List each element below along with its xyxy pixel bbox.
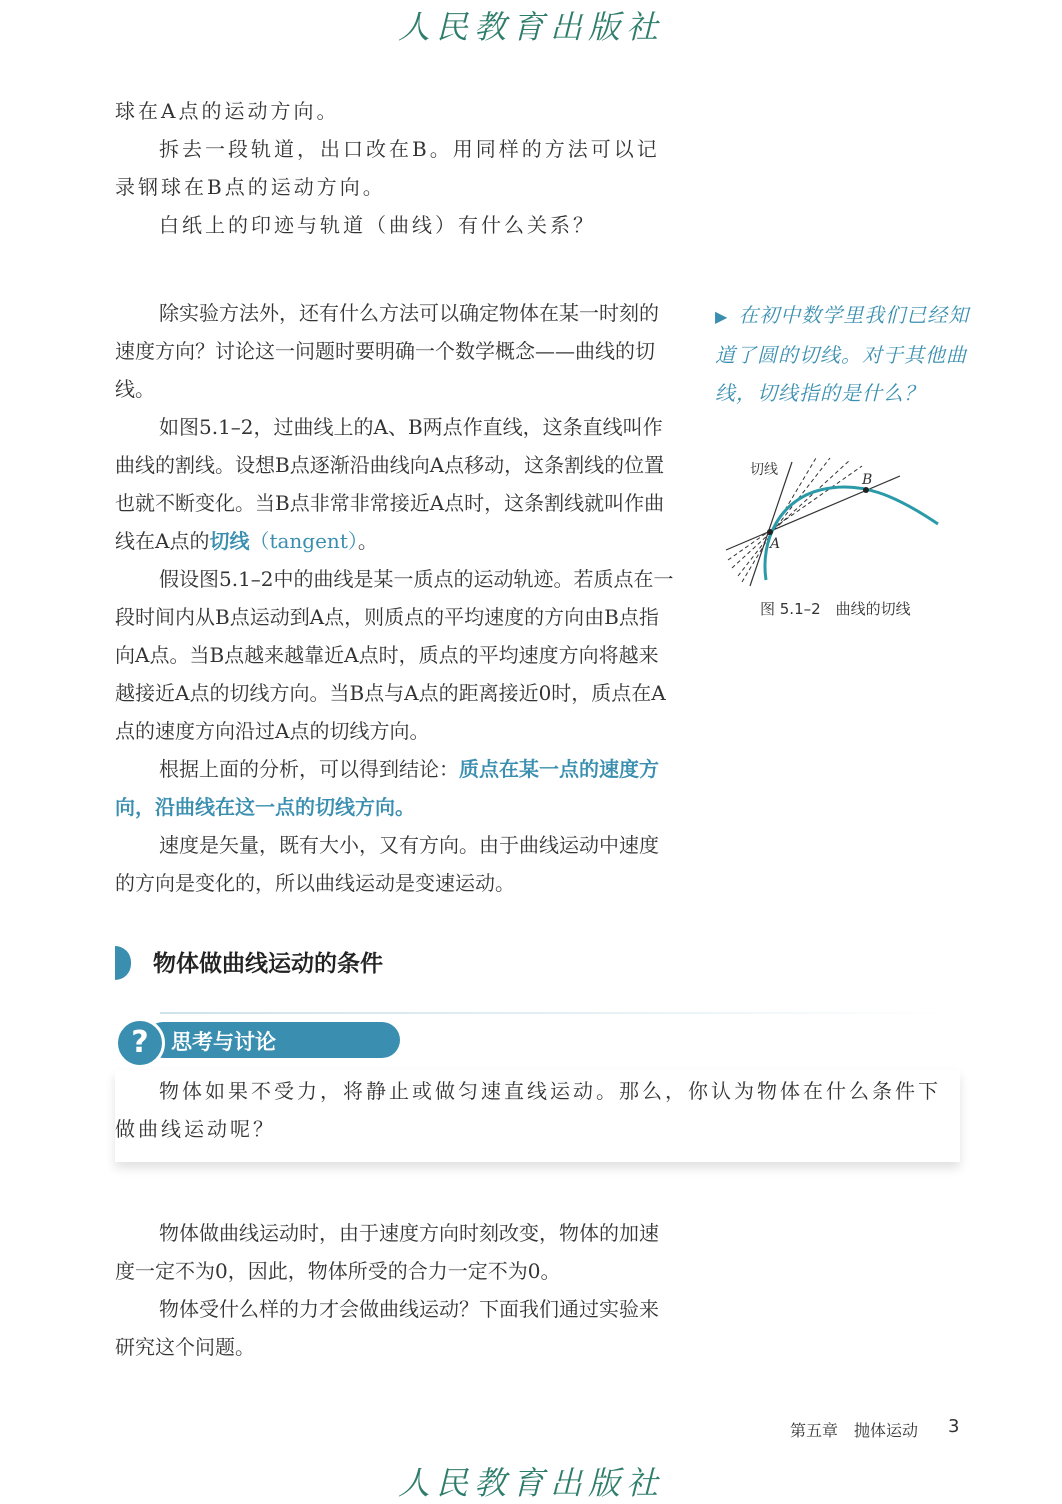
publisher-logo: 人民教育出版社	[397, 8, 664, 46]
section-title: 物体做曲线运动的条件	[153, 951, 383, 977]
paragraph: 拆去一段轨道，出口改在B。用同样的方法可以记录钢球在B点的运动方向。	[115, 137, 660, 199]
paragraph: 速度是矢量，既有大小，又有方向。由于曲线运动中速度的方向是变化的，所以曲线运动是变速运动。	[115, 833, 659, 895]
figure-caption: 图 5.1–2 曲线的切线	[760, 600, 911, 618]
chapter-title: 第五章 抛体运动	[790, 1421, 919, 1440]
paragraph: 白纸上的印迹与轨道（曲线）有什么关系？	[159, 213, 596, 237]
triangle-marker-icon: ▶	[715, 307, 729, 326]
publisher-logo: 人民教育出版社	[397, 1464, 664, 1502]
paragraph	[115, 750, 675, 826]
paragraph: 除实验方法外，还有什么方法可以确定物体在某一时刻的速度方向？讨论这一问题时要明确一个数学概念——曲线的切线。	[115, 301, 659, 401]
question-mark-icon: ?	[115, 1018, 165, 1068]
secant-line	[728, 466, 862, 560]
secant-line-ab	[726, 476, 900, 550]
point-a	[767, 529, 773, 535]
side-note	[715, 296, 975, 412]
tangent-figure	[720, 450, 950, 590]
conclusion: 质点在某一点的速度方向，沿曲线在这一点的切线方向。	[115, 757, 659, 819]
divider	[160, 1012, 950, 1014]
page-number: 3	[948, 1416, 960, 1437]
paragraph	[115, 408, 675, 560]
key-term: 切线	[209, 529, 250, 553]
badge-label: 思考与讨论	[171, 1030, 276, 1054]
text: 根据上面的分析，可以得到结论：	[159, 757, 459, 781]
paragraph: 假设图5.1–2中的曲线是某一质点的运动轨迹。若质点在一段时间内从B点运动到A点，则质点的平均速度的方向由B点指向A点。当B点越来越靠近A点时，质点的平均速度方向将越来越接近A点的切线方向。当B点与A点的距离接近0时，质点在A点的速度方向沿过A点的切线方向。	[115, 567, 674, 743]
label-b: B	[862, 472, 873, 488]
discussion-text: 物体如果不受力，将静止或做匀速直线运动。那么，你认为物体在什么条件下做曲线运动呢？	[115, 1079, 941, 1141]
side-note-text: 在初中数学里我们已经知道了圆的切线。对于其他曲线，切线指的是什么？	[715, 303, 970, 405]
section-marker	[115, 946, 131, 980]
paragraph: 物体受什么样的力才会做曲线运动？下面我们通过实验来研究这个问题。	[115, 1297, 659, 1359]
text: 如图5.1–2，过曲线上的A、B两点作直线，这条直线叫作曲线的割线。设想B点逐渐沿曲线向A点移动，这条割线的位置也就不断变化。当B点非常非常接近A点时，这条割线就叫作曲线在A点的	[115, 415, 665, 553]
paragraph: 球在A点的运动方向。	[115, 99, 340, 123]
label-a: A	[770, 536, 781, 552]
text: 。	[357, 529, 378, 553]
tangent-label: 切线	[750, 462, 778, 478]
paragraph: 物体做曲线运动时，由于速度方向时刻改变，物体的加速度一定不为0，因此，物体所受的合力一定不为0。	[115, 1221, 659, 1283]
key-term-english: （tangent）	[249, 529, 358, 553]
